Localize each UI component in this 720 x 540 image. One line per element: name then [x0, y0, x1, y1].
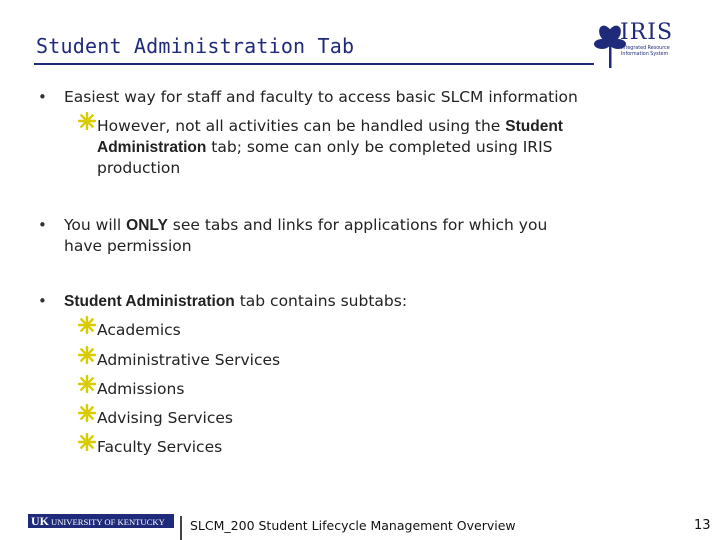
bullet-dot: • [38, 216, 47, 234]
bullet-2-line-2: have permission [64, 237, 192, 255]
subtab-item: Advising Services [97, 409, 233, 427]
iris-logo-subtitle: Integrated Resource Information System [621, 46, 670, 57]
iris-logo-word: IRIS [620, 20, 674, 45]
bullet-1-text: Easiest way for staff and faculty to access basic SLCM information [64, 88, 578, 106]
bullet-dot: • [38, 88, 47, 106]
university-of-kentucky-logo: UK UNIVERSITY OF KENTUCKY [28, 514, 174, 528]
star-bullet-icon [78, 375, 96, 393]
star-bullet-icon [78, 112, 96, 130]
page-number: 13 [694, 518, 711, 533]
subtab-item: Administrative Services [97, 351, 281, 369]
title-underline [34, 63, 594, 65]
star-bullet-icon [78, 346, 96, 364]
slide-title: Student Administration Tab [36, 34, 355, 58]
bullet-3-text: Student Administration tab contains subtabs: [64, 292, 408, 310]
subtab-item: Faculty Services [97, 438, 223, 456]
subtab-item: Academics [97, 321, 181, 339]
star-bullet-icon [78, 316, 96, 334]
star-bullet-icon [78, 404, 96, 422]
bullet-2-line-1: You will ONLY see tabs and links for applications for which you [64, 216, 548, 234]
footer-divider [180, 516, 182, 540]
bullet-dot: • [38, 292, 47, 310]
bullet-1-subtext-line-3: production [97, 159, 181, 177]
footer-course-title: SLCM_200 Student Lifecycle Management Overview [190, 518, 516, 533]
subtab-item: Admissions [97, 380, 185, 398]
bullet-1-subtext-line-1: However, not all activities can be handled using the Student [97, 117, 563, 135]
bullet-1-subtext-line-2: Administration tab; some can only be completed using IRIS [97, 138, 553, 156]
star-bullet-icon [78, 433, 96, 451]
